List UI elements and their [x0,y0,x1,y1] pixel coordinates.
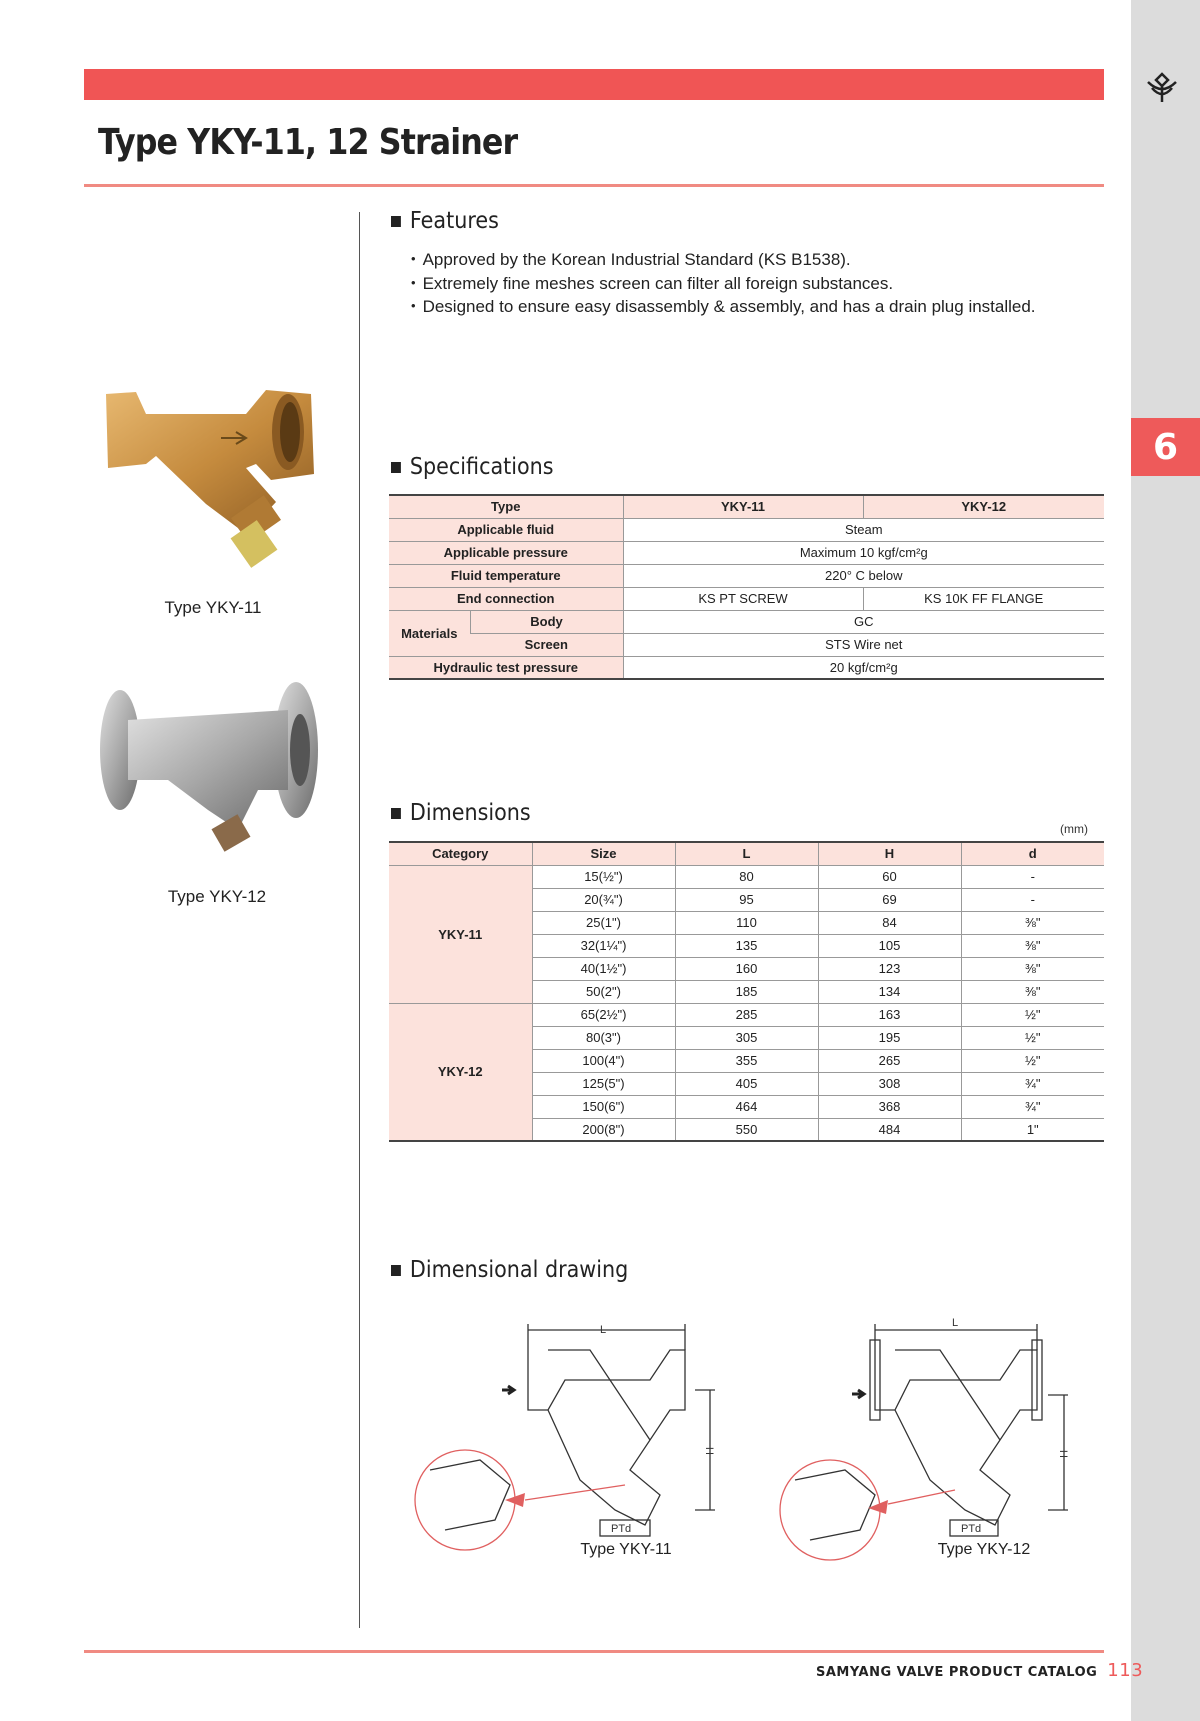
table-row [389,541,1104,564]
spec-label: Hydraulic test pressure [389,656,623,679]
l-cell: 95 [675,888,818,911]
size-cell: 20(¾") [532,888,675,911]
feature-item: • Extremely fine meshes screen can filter all foreign substances. [411,272,1036,296]
spec-label: Materials [389,610,470,656]
l-cell: 80 [675,865,818,888]
spec-value: 20 kgf/cm²g [623,656,1104,679]
spec-label: Type [389,495,623,518]
bullet-square-icon [391,808,401,819]
spec-header: YKY-12 [863,495,1104,518]
spec-value: STS Wire net [623,633,1104,656]
dimensions-body [389,865,1104,1141]
size-cell: 25(1") [532,911,675,934]
spec-value: KS PT SCREW [623,587,863,610]
spec-label: Applicable fluid [389,518,623,541]
size-cell: 32(1¼") [532,934,675,957]
d-cell: ½" [961,1026,1104,1049]
size-cell: 65(2½") [532,1003,675,1026]
spec-value: 220° C below [623,564,1104,587]
bullet-square-icon [391,462,401,473]
l-cell: 135 [675,934,818,957]
title-rule [84,184,1104,187]
size-cell: 100(4") [532,1049,675,1072]
h-cell: 69 [818,888,961,911]
column-divider [359,212,360,1628]
l-cell: 464 [675,1095,818,1118]
chapter-tab[interactable]: 6 [1131,418,1200,476]
yky12-photo-caption: Type YKY-12 [167,887,267,906]
table-header-row [389,842,1104,865]
column-header: Size [532,842,675,865]
spec-label: End connection [389,587,623,610]
h-cell: 60 [818,865,961,888]
page-number: 113 [1107,1660,1144,1681]
table-row [389,495,1104,518]
l-cell: 405 [675,1072,818,1095]
column-header: d [961,842,1104,865]
bullet-square-icon [391,216,401,227]
dimensions-unit: (mm) [1060,822,1088,836]
yky12-drawing [770,1310,1100,1570]
yky11-drawing [410,1310,730,1570]
spec-value: Maximum 10 kgf/cm²g [623,541,1104,564]
h-cell: 308 [818,1072,961,1095]
size-cell: 200(8") [532,1118,675,1141]
feature-item: • Designed to ensure easy disassembly & assembly, and has a drain plug installed. [411,295,1036,319]
yky11-photo-caption: Type YKY-11 [164,598,262,617]
category-cell: YKY-12 [389,1003,532,1141]
h-cell: 368 [818,1095,961,1118]
d-cell: ¾" [961,1095,1104,1118]
side-strip [1131,0,1200,1721]
d-cell: ½" [961,1003,1104,1026]
h-cell: 84 [818,911,961,934]
drawing-label-L: L [600,1324,607,1336]
column-header: Category [389,842,532,865]
drawing-label-H: H [703,1447,715,1455]
h-cell: 163 [818,1003,961,1026]
h-cell: 484 [818,1118,961,1141]
spec-label: Body [470,610,623,633]
specifications-table [389,494,1104,680]
drawing-label-H: H [1057,1450,1069,1458]
spec-value: Steam [623,518,1104,541]
h-cell: 123 [818,957,961,980]
drawing-label-PTd: PTd [611,1523,632,1535]
h-cell: 195 [818,1026,961,1049]
yky12-drawing-caption: Type YKY-12 [937,1541,1031,1558]
samyang-logo-icon [1142,66,1182,106]
drawing-heading: Dimensional drawing [391,1257,628,1283]
column-header: L [675,842,818,865]
footer-rule [84,1650,1104,1653]
top-accent-bar [84,69,1104,100]
table-row [389,865,1104,888]
d-cell: ⅜" [961,934,1104,957]
spec-value: GC [623,610,1104,633]
spec-label: Applicable pressure [389,541,623,564]
drawing-label-L: L [952,1317,959,1329]
l-cell: 550 [675,1118,818,1141]
l-cell: 185 [675,980,818,1003]
d-cell: ¾" [961,1072,1104,1095]
l-cell: 305 [675,1026,818,1049]
spec-value: KS 10K FF FLANGE [863,587,1104,610]
d-cell: ⅜" [961,911,1104,934]
d-cell: ⅜" [961,957,1104,980]
table-row [389,610,1104,633]
specifications-heading: Specifications [391,454,554,480]
table-row [389,1003,1104,1026]
table-row [389,564,1104,587]
size-cell: 150(6") [532,1095,675,1118]
d-cell: 1" [961,1118,1104,1141]
features-list [411,248,1036,319]
column-header: H [818,842,961,865]
yky12-photo [98,680,320,870]
l-cell: 160 [675,957,818,980]
size-cell: 50(2") [532,980,675,1003]
d-cell: - [961,865,1104,888]
category-cell: YKY-11 [389,865,532,1003]
spec-label: Fluid temperature [389,564,623,587]
bullet-square-icon [391,1265,401,1276]
spec-header: YKY-11 [623,495,863,518]
drawing-label-PTd: PTd [961,1523,982,1535]
size-cell: 15(½") [532,865,675,888]
table-row [389,518,1104,541]
yky11-drawing-caption: Type YKY-11 [580,1541,672,1558]
h-cell: 105 [818,934,961,957]
feature-item: • Approved by the Korean Industrial Standard (KS B1538). [411,248,1036,272]
size-cell: 80(3") [532,1026,675,1049]
spec-label: Screen [470,633,623,656]
dimensions-table [389,841,1104,1142]
l-cell: 355 [675,1049,818,1072]
h-cell: 134 [818,980,961,1003]
size-cell: 125(5") [532,1072,675,1095]
l-cell: 110 [675,911,818,934]
size-cell: 40(1½") [532,957,675,980]
d-cell: ⅜" [961,980,1104,1003]
table-row [389,587,1104,610]
features-heading: Features [391,208,499,234]
yky11-photo [96,384,316,580]
d-cell: - [961,888,1104,911]
footer [816,1660,1143,1681]
l-cell: 285 [675,1003,818,1026]
table-row [389,656,1104,679]
dimensions-heading: Dimensions [391,800,531,826]
table-row [389,633,1104,656]
footer-catalog: SAMYANG VALVE PRODUCT CATALOG [816,1665,1098,1680]
h-cell: 265 [818,1049,961,1072]
d-cell: ½" [961,1049,1104,1072]
page-title: Type YKY-11, 12 Strainer [98,122,518,163]
